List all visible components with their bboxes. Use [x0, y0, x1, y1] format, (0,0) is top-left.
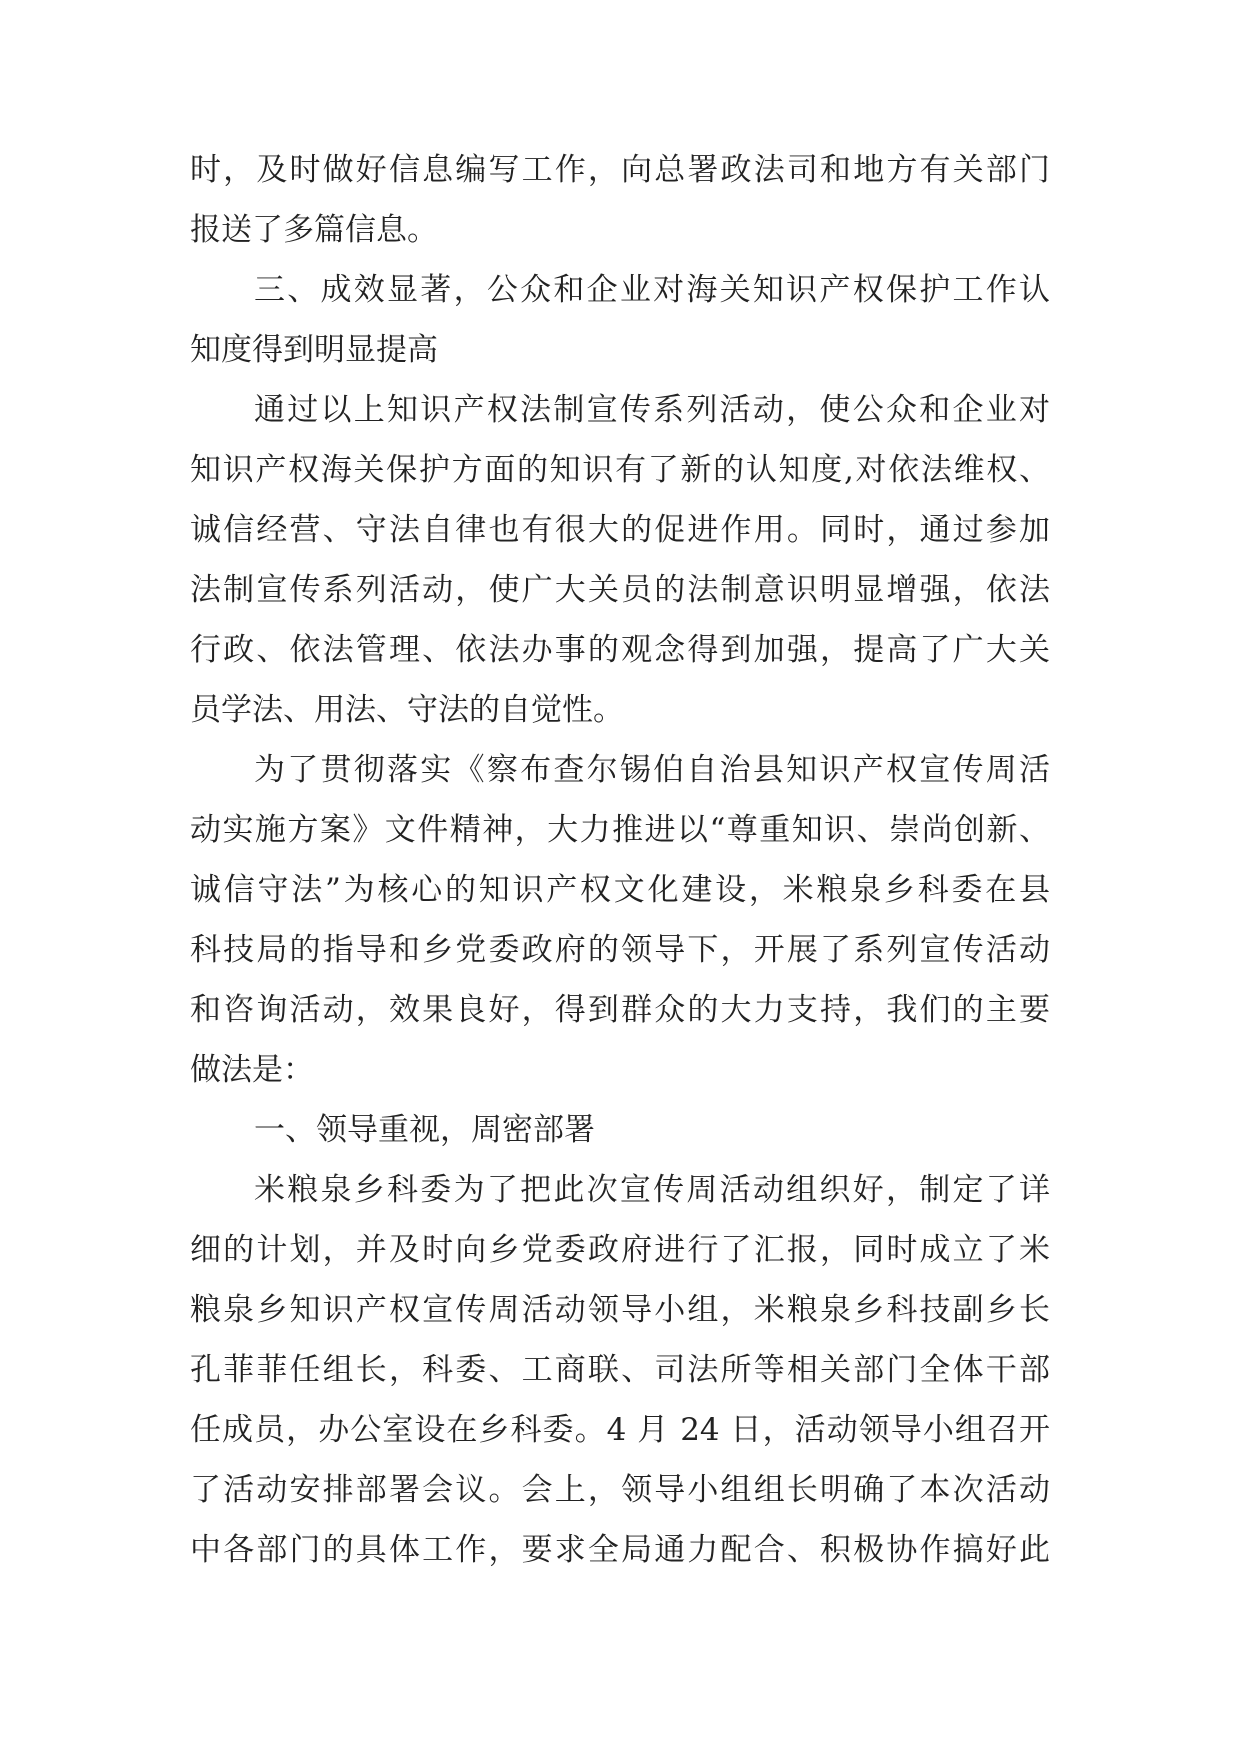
text-line: 报送了多篇信息。 — [190, 212, 438, 248]
document-page — [190, 140, 1050, 1580]
text-line: 为了贯彻落实《察布查尔锡伯自治县知识产权宣传周活 — [254, 752, 1050, 788]
text-line: 中各部门的具体工作，要求全局通力配合、积极协作搞好此 — [190, 1532, 1050, 1568]
text-line: 孔菲菲任组长，科委、工商联、司法所等相关部门全体干部 — [190, 1352, 1050, 1388]
text-line: 粮泉乡知识产权宣传周活动领导小组，米粮泉乡科技副乡长 — [190, 1292, 1050, 1328]
text-line: 法制宣传系列活动，使广大关员的法制意识明显增强，依法 — [190, 572, 1050, 608]
text-line: 了活动安排部署会议。会上，领导小组组长明确了本次活动 — [190, 1472, 1050, 1508]
text-line: 米粮泉乡科委为了把此次宣传周活动组织好，制定了详 — [254, 1172, 1050, 1208]
section-heading: 知度得到明显提高 — [190, 332, 438, 368]
text-line: 细的计划，并及时向乡党委政府进行了汇报，同时成立了米 — [190, 1232, 1050, 1268]
text-line: 动实施方案》文件精神，大力推进以“尊重知识、崇尚创新、 — [190, 812, 1050, 848]
section-heading: 一、领导重视，周密部署 — [254, 1112, 595, 1148]
section-heading: 三、成效显著，公众和企业对海关知识产权保护工作认 — [254, 272, 1050, 308]
text-line: 通过以上知识产权法制宣传系列活动，使公众和企业对 — [254, 392, 1050, 428]
text-line: 员学法、用法、守法的自觉性。 — [190, 692, 624, 728]
text-line: 诚信守法”为核心的知识产权文化建设，米粮泉乡科委在县 — [190, 872, 1050, 908]
text-line: 和咨询活动，效果良好，得到群众的大力支持，我们的主要 — [190, 992, 1050, 1028]
text-line: 知识产权海关保护方面的知识有了新的认知度,对依法维权、 — [190, 452, 1050, 488]
text-line: 诚信经营、守法自律也有很大的促进作用。同时，通过参加 — [190, 512, 1050, 548]
text-line: 任成员，办公室设在乡科委。4 月 24 日，活动领导小组召开 — [190, 1412, 1050, 1448]
text-line: 做法是： — [190, 1052, 314, 1088]
text-line: 时，及时做好信息编写工作，向总署政法司和地方有关部门 — [190, 152, 1050, 188]
text-line: 科技局的指导和乡党委政府的领导下，开展了系列宣传活动 — [190, 932, 1050, 968]
text-line: 行政、依法管理、依法办事的观念得到加强，提高了广大关 — [190, 632, 1050, 668]
